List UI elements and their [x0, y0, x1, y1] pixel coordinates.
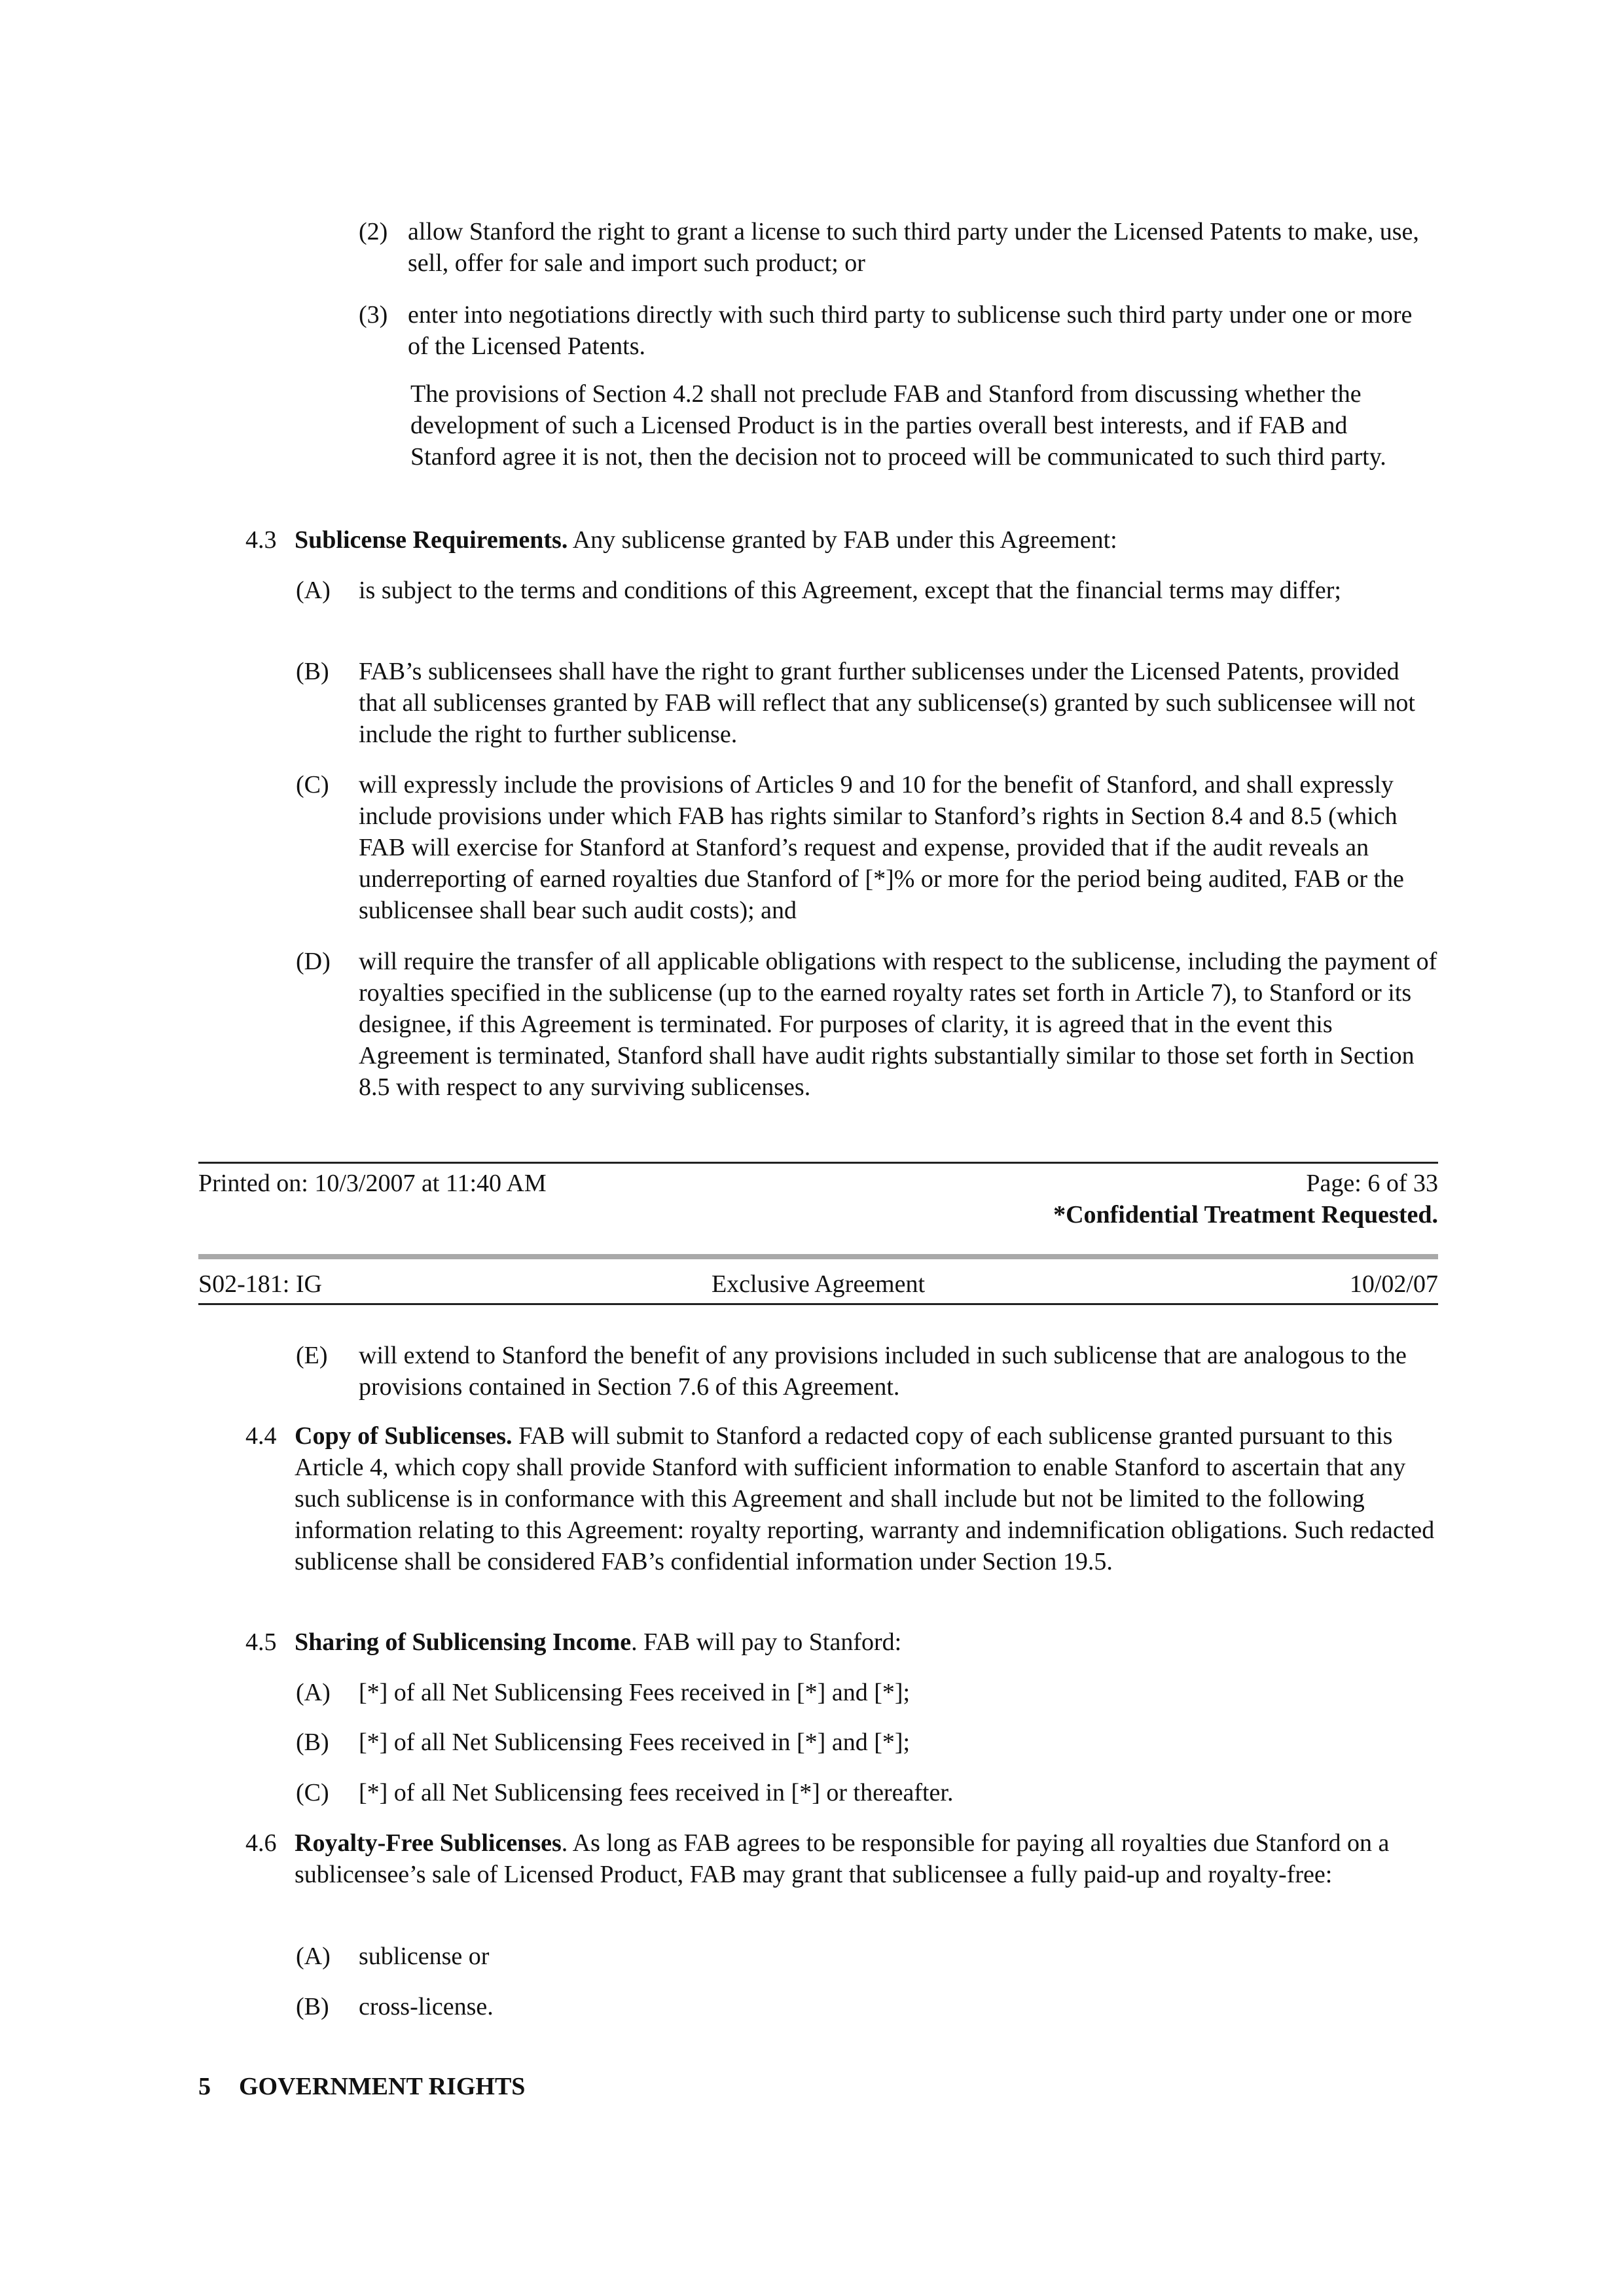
item-number: (A) [296, 577, 331, 604]
header-rule [198, 1303, 1438, 1305]
section-text: . As long as FAB agrees to be responsible for paying all royalties due Stanford on a sublicensee’s sale of Licensed Product, FAB may grant that sublicensee a fully paid-up and royalty-free: [295, 1829, 1390, 1888]
page-header [198, 1268, 1438, 1300]
list-item-3 [359, 299, 1439, 365]
item-text: [*] of all Net Sublicensing fees received in [*] or thereafter. [359, 1779, 954, 1806]
list-item-2 [359, 216, 1439, 281]
section-number: 5 [198, 2073, 211, 2100]
page-number: Page: 6 of 33 [1306, 1170, 1438, 1197]
item-number: (B) [296, 1993, 329, 2020]
item-text: sublicense or [359, 1943, 490, 1970]
item-text: will extend to Stanford the benefit of any provisions included in such sublicense that are analogous to the provisions contained in Section 7.6 of this Agreement. [359, 1342, 1407, 1401]
section-number: 4.3 [245, 526, 277, 554]
section-text: Any sublicense granted by FAB under this Agreement: [568, 526, 1117, 554]
list-item-A [296, 1941, 1439, 1973]
item-text: allow Stanford the right to grant a license to such third party under the Licensed Patents to make, use, sell, offer for sale and import such product; or [408, 218, 1419, 277]
item-text: FAB’s sublicensees shall have the right to grant further sublicenses under the Licensed Patents, provided that all sublicenses granted by FAB will reflect that any sublicense(s) granted by such sublicensee will not include the right to further sublicense. [359, 658, 1415, 748]
header-doc-id: S02-181: IG [198, 1270, 322, 1298]
section-text: . FAB will pay to Stanford: [631, 1628, 902, 1656]
printed-on: Printed on: 10/3/2007 at 11:40 AM [198, 1170, 547, 1197]
item-text: will expressly include the provisions of Articles 9 and 10 for the benefit of Stanford, and shall expressly include provisions under which FAB has rights similar to Stanford’s rights in Section 8.4 and 8.5 (which FAB will exercise for Stanford at Stanford’s request and expense, provided that if the audit reveals an underreporting of earned royalties due Stanford of [*]% or more for the period being audited, FAB or the sublicensee shall bear such audit costs); and [359, 771, 1404, 924]
section-number: 4.5 [245, 1628, 277, 1656]
item-number: (D) [296, 948, 331, 975]
list-item-A [296, 1677, 1439, 1710]
list-item-A [296, 575, 1439, 640]
section-heading: Sublicense Requirements. [295, 526, 568, 554]
item-number: (B) [296, 1729, 329, 1756]
list-item-B [296, 1991, 1439, 2024]
section-number: 4.4 [245, 1422, 277, 1450]
section-4-6 [245, 1827, 1439, 1926]
section-heading: GOVERNMENT RIGHTS [239, 2073, 526, 2100]
item-number: (2) [359, 218, 388, 245]
page-separator [198, 1254, 1438, 1259]
item-number: (E) [296, 1342, 328, 1369]
item-text: is subject to the terms and conditions of this Agreement, except that the financial terms may differ; [359, 577, 1341, 604]
section-4-5 [245, 1626, 1439, 1659]
header-date: 10/02/07 [1349, 1270, 1438, 1298]
section-heading: Sharing of Sublicensing Income [295, 1628, 632, 1656]
item-text: [*] of all Net Sublicensing Fees received in [*] and [*]; [359, 1729, 911, 1756]
section-heading: Royalty-Free Sublicenses [295, 1829, 562, 1857]
list-item-D [296, 946, 1439, 1106]
section-heading: Copy of Sublicenses. [295, 1422, 513, 1450]
section-text: FAB will submit to Stanford a redacted copy of each sublicense granted pursuant to this Article 4, which copy shall provide Stanford with sufficient information to enable Stanford to ascertain that any such sublicense is in conformance with this Agreement and shall include but not be limited to the following information relating to this Agreement: royalty reporting, warranty and indemnification obligations. Such redacted sublicense shall be considered FAB’s confidential information under Section 19.5. [295, 1422, 1435, 1575]
list-item-E [296, 1340, 1439, 1405]
list-item-C [296, 1777, 1439, 1810]
item-text: cross-license. [359, 1993, 494, 2020]
item-text: will require the transfer of all applicable obligations with respect to the sublicense, including the payment of royalties specified in the sublicense (up to the earned royalty rates set forth in Article 7), to Stanford or its designee, if this Agreement is terminated. For purposes of clarity, it is agreed that in the event this Agreement is terminated, Stanford shall have audit rights substantially similar to those set forth in Section 8.5 with respect to any surviving sublicenses. [359, 948, 1437, 1101]
item-number: (C) [296, 771, 329, 798]
section-4-3 [245, 524, 1439, 557]
item-text: [*] of all Net Sublicensing Fees received in [*] and [*]; [359, 1679, 911, 1706]
list-item-B [296, 1727, 1439, 1759]
footer-rule [198, 1162, 1438, 1164]
item-number: (B) [296, 658, 329, 685]
provisions-paragraph: The provisions of Section 4.2 shall not preclude FAB and Stanford from discussing whether the development of such a Licensed Product is in the parties overall best interests, and if FAB and Stanford agree it is not, then the decision not to proceed will be communicated to such third party. [410, 380, 1386, 471]
item-number: (A) [296, 1679, 331, 1706]
item-text: enter into negotiations directly with such third party to sublicense such third party under one or more of the Licensed Patents. [408, 301, 1413, 360]
list-item-B [296, 656, 1439, 754]
page-footer [198, 1168, 1438, 1230]
section-number: 4.6 [245, 1829, 277, 1857]
confidential-notice: *Confidential Treatment Requested. [1053, 1201, 1438, 1229]
header-title: Exclusive Agreement [711, 1270, 926, 1298]
item-number: (3) [359, 301, 388, 329]
item-number: (A) [296, 1943, 331, 1970]
section-5-heading [198, 2071, 1438, 2102]
section-4-4 [245, 1420, 1439, 1610]
item-number: (C) [296, 1779, 329, 1806]
list-item-C [296, 769, 1439, 929]
